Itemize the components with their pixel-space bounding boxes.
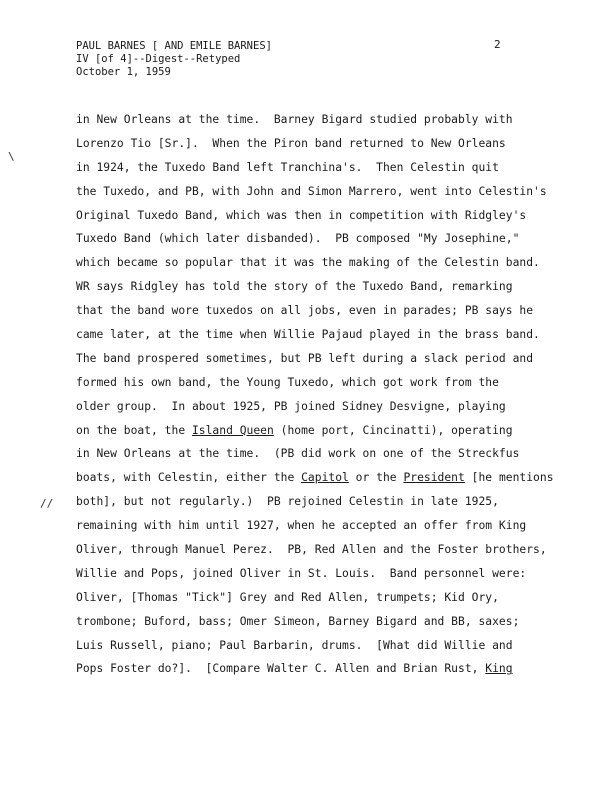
text-line: Original Tuxedo Band, which was then in competition with Ridgley's [76, 208, 527, 222]
book-title-king: King [485, 662, 513, 676]
document-header [76, 40, 272, 79]
text-line: Tuxedo Band (which later disbanded). PB composed "My Josephine," [76, 232, 520, 246]
text-line: which became so popular that it was the making of the Celestin band. [76, 256, 540, 270]
text-line: that the band wore tuxedos on all jobs, even in parades; PB says he [76, 304, 534, 318]
text-line: in 1924, the Tuxedo Band left Tranchina's. Then Celestin quit [76, 160, 499, 174]
text-line: Lorenzo Tio [Sr.]. When the Piron band returned to New Orleans [76, 136, 506, 150]
boat-name-president: President [403, 471, 465, 485]
text-line: Oliver, through Manuel Perez. PB, Red Allen and the Foster brothers, [76, 543, 547, 557]
header-subtitle: IV [of 4]--Digest--Retyped [76, 53, 241, 65]
text-line: the Tuxedo, and PB, with John and Simon Marrero, went into Celestin's [76, 184, 547, 198]
text-line: WR says Ridgley has told the story of the Tuxedo Band, remarking [76, 280, 513, 294]
text-line: Luis Russell, piano; Paul Barbarin, drums. [What did Willie and [76, 638, 513, 652]
text-line: in New Orleans at the time. (PB did work on one of the Streckfus [76, 447, 520, 461]
text-line: remaining with him until 1927, when he accepted an offer from King [76, 519, 527, 533]
text-line: older group. In about 1925, PB joined Sidney Desvigne, playing [76, 399, 506, 413]
boat-name-island-queen: Island Queen [191, 423, 274, 437]
text-line [76, 466, 576, 490]
text-line: in New Orleans at the time. Barney Bigard studied probably with [76, 113, 513, 126]
text-segment: or the [348, 471, 404, 485]
text-segment: [he mentions [464, 471, 554, 485]
text-segment: (home port, Cincinatti), operating [273, 423, 513, 437]
margin-mark: // [40, 497, 54, 510]
boat-name-capitol: Capitol [301, 471, 349, 485]
page-number: 2 [494, 38, 501, 51]
text-line [76, 657, 576, 681]
text-line: formed his own band, the Young Tuxedo, which got work from the [76, 375, 499, 389]
text-segment: boats, with Celestin, either the [76, 471, 302, 485]
header-date: October 1, 1959 [76, 66, 171, 78]
text-line [76, 419, 576, 443]
text-segment: Pops Foster do?]. [Compare Walter C. Allen and Brian Rust, [76, 662, 486, 676]
text-line: both], but not regularly.) PB rejoined Celestin in late 1925, [76, 495, 499, 509]
margin-mark: \ [8, 150, 15, 163]
text-line: Willie and Pops, joined Oliver in St. Louis. Band personnel were: [76, 566, 527, 580]
text-line: came later, at the time when Willie Pajaud played in the brass band. [76, 328, 540, 342]
text-segment: on the boat, the [76, 423, 192, 437]
text-line: Oliver, [Thomas "Tick"] Grey and Red Allen, trumpets; Kid Ory, [76, 590, 499, 604]
header-title: PAUL BARNES [ AND EMILE BARNES] [76, 40, 272, 52]
text-line: trombone; Buford, bass; Omer Simeon, Barney Bigard and BB, saxes; [76, 614, 520, 628]
body-text [76, 108, 576, 681]
text-line: The band prospered sometimes, but PB left during a slack period and [76, 351, 534, 365]
